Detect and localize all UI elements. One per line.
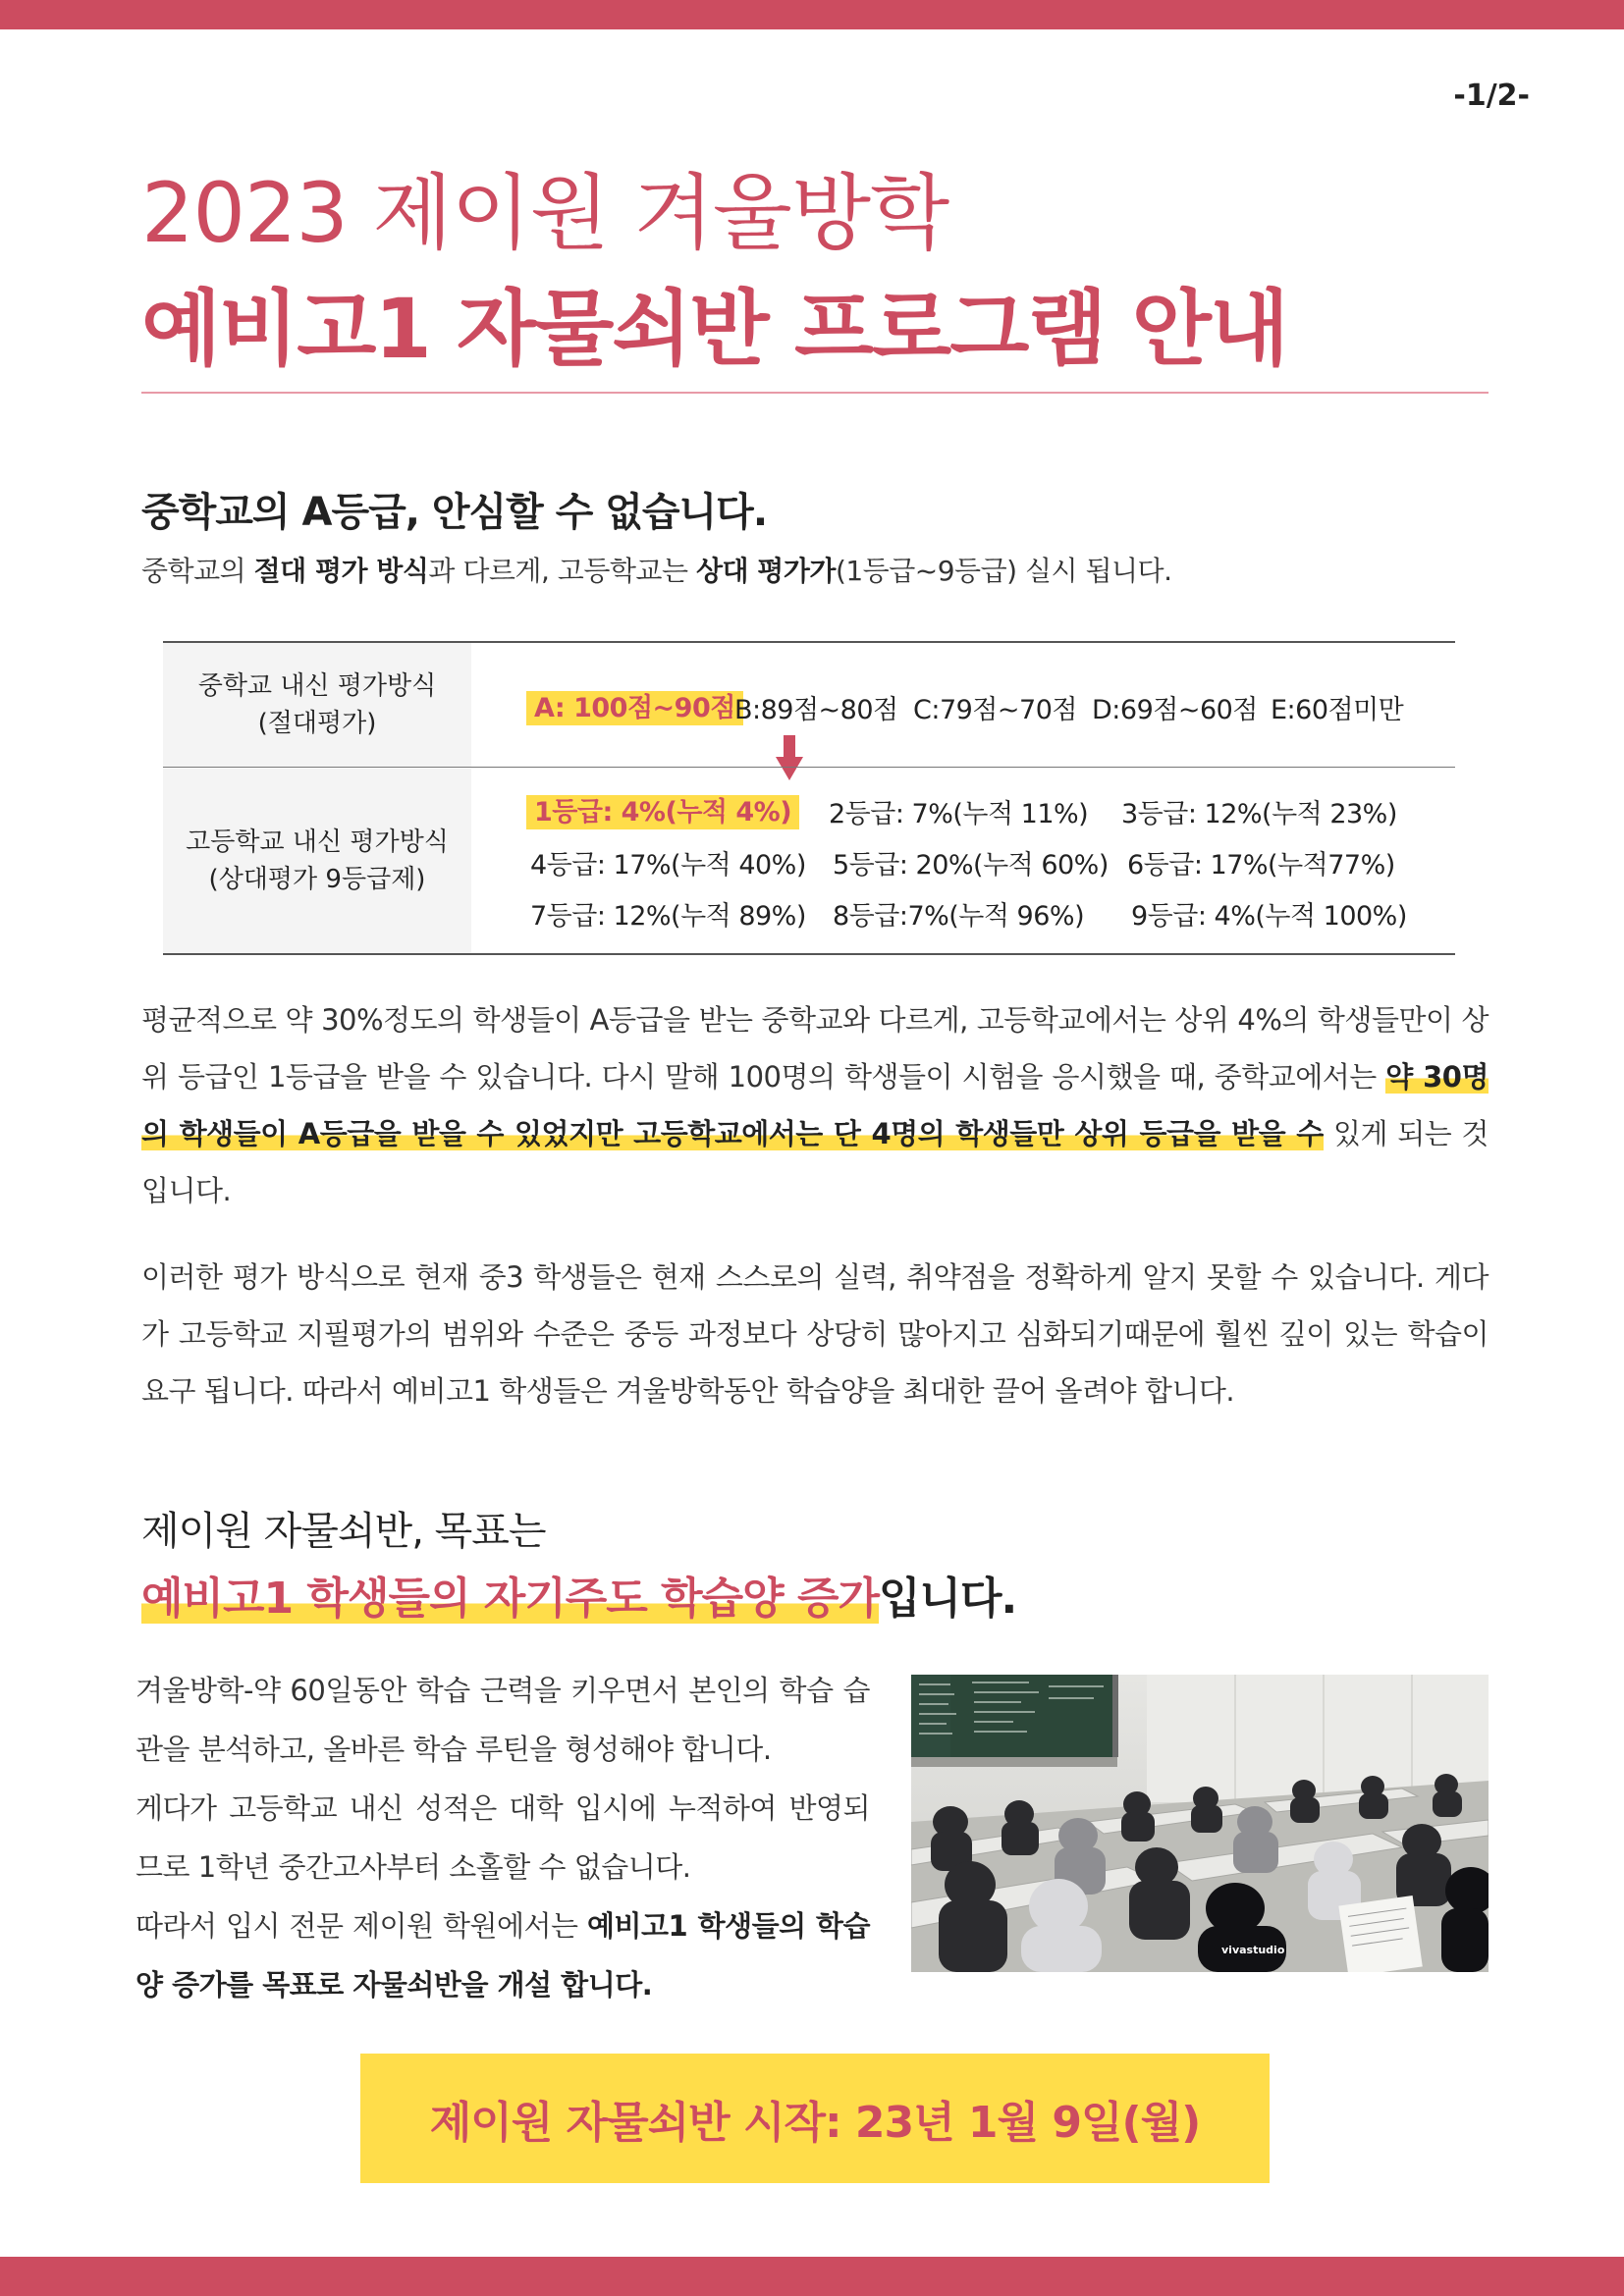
middle-school-label-line2: (절대평가) [257, 709, 377, 738]
goal-body-p3-text: 따라서 입시 전문 제이원 학원에서는 [135, 1909, 588, 1943]
high-grade-7: 7등급: 12%(누적 89%) [530, 901, 806, 932]
goal-body-p3-bold: 예비고1 학생들의 학습양 증가를 목표로 자물쇠반을 개설 합니다. [135, 1909, 870, 2002]
top-accent-bar [0, 0, 1624, 29]
high-grade-6: 6등급: 17%(누적77%) [1127, 850, 1395, 881]
start-date-banner: 제이원 자물쇠반 시작: 23년 1월 9일(월) [360, 2054, 1270, 2183]
high-school-label-line2: (상대평가 9등급제) [208, 865, 426, 894]
paragraph-highlight: 약 30명의 학생들이 A등급을 받을 수 있었지만 고등학교에서는 단 4명의 학생들만 상위 등급을 받을 수 [141, 1060, 1489, 1150]
goal-heading-line2 [141, 1563, 1016, 1626]
middle-school-label-line1: 중학교 내신 평가방식 [197, 671, 437, 701]
high-grade-4: 4등급: 17%(누적 40%) [530, 850, 806, 881]
goal-body-p3 [135, 1896, 870, 2014]
high-school-label [163, 769, 471, 953]
subtitle-bold-relative: 상대 평가가 [695, 555, 836, 587]
high-grade-5: 5등급: 20%(누적 60%) [833, 850, 1109, 881]
subtitle-bold-absolute: 절대 평가 방식 [253, 555, 429, 587]
goal-body-text [135, 1661, 870, 2014]
goal-body-p1: 겨울방학-약 60일동안 학습 근력을 키우면서 본인의 학습 습관을 분석하고, 올바른 학습 루틴을 형성해야 합니다. [135, 1674, 870, 1766]
paragraph-text: 있게 되는 것입니다. [141, 1117, 1489, 1207]
subtitle-text: 중학교의 [141, 555, 254, 587]
goal-tail: 입니다. [878, 1574, 1017, 1624]
middle-grade-b: B:89점~80점 [734, 695, 898, 725]
bottom-accent-bar [0, 2257, 1624, 2296]
grading-comparison-table [163, 641, 1455, 955]
down-arrow-icon [776, 735, 803, 780]
middle-grade-d: D:69점~60점 [1092, 695, 1258, 725]
page-number: -1/2- [1453, 79, 1530, 113]
table-middle-rule [163, 767, 1455, 768]
goal-body-p2: 게다가 고등학교 내신 성적은 대학 입시에 누적하여 반영되므로 1학년 중간고사부터 소홀할 수 없습니다. [135, 1791, 870, 1884]
high-grade-1: 1등급: 4%(누적 4%) [526, 790, 799, 828]
subtitle-text: (1등급~9등급) 실시 됩니다. [835, 555, 1172, 587]
middle-grade-a: A: 100점~90점 [526, 686, 743, 724]
goal-heading-line1: 제이원 자물쇠반, 목표는 [141, 1509, 546, 1554]
middle-grade-e: E:60점미만 [1271, 695, 1404, 725]
high-grade-9: 9등급: 4%(누적 100%) [1131, 901, 1407, 932]
high-grade-3: 3등급: 12%(누적 23%) [1121, 799, 1397, 829]
middle-grade-c: C:79점~70점 [913, 695, 1077, 725]
paragraph-evaluation-method: 이러한 평가 방식으로 현재 중3 학생들은 현재 스스로의 실력, 취약점을 정확하게 알지 못할 수 있습니다. 게다가 고등학교 지필평가의 범위와 수준은 중등 과정보다 상당히 많아지고 심화되기때문에 훨씬 깊이 있는 학습이 요구 됩니다. 따라서 예비고1 학생들은 겨울방학동안 학습양을 최대한 끌어 올려야 합니다. [141, 1260, 1489, 1408]
subtitle-text: 과 다르게, 고등학교는 [428, 555, 696, 587]
title-line-1: 2023 제이원 겨울방학 [141, 165, 949, 261]
section-subtitle [141, 550, 1172, 589]
paragraph-grade-distribution [141, 991, 1489, 1219]
table-bottom-rule [163, 953, 1455, 955]
high-school-label-line1: 고등학교 내신 평가방식 [186, 828, 449, 857]
high-grade-8: 8등급:7%(누적 96%) [833, 901, 1085, 932]
photo-shirt-text: vivastudio [1221, 1944, 1285, 1956]
section-heading-grades: 중학교의 A등급, 안심할 수 없습니다. [141, 490, 768, 535]
classroom-photo-image [911, 1675, 1489, 1972]
middle-school-label [163, 643, 471, 767]
title-divider [141, 392, 1489, 394]
paragraph-text: 평균적으로 약 30%정도의 학생들이 A등급을 받는 중학교와 다르게, 고등학교에서는 상위 4%의 학생들만이 상위 등급인 1등급을 받을 수 있습니다. 다시 말해 100명의 학생들이 시험을 응시했을 때, 중학교에서는 [141, 1003, 1489, 1094]
classroom-photo [911, 1675, 1489, 1972]
title-line-2: 예비고1 자물쇠반 프로그램 안내 [141, 281, 1288, 377]
high-grade-2: 2등급: 7%(누적 11%) [829, 799, 1089, 829]
goal-highlight: 예비고1 학생들의 자기주도 학습양 증가 [141, 1574, 879, 1624]
